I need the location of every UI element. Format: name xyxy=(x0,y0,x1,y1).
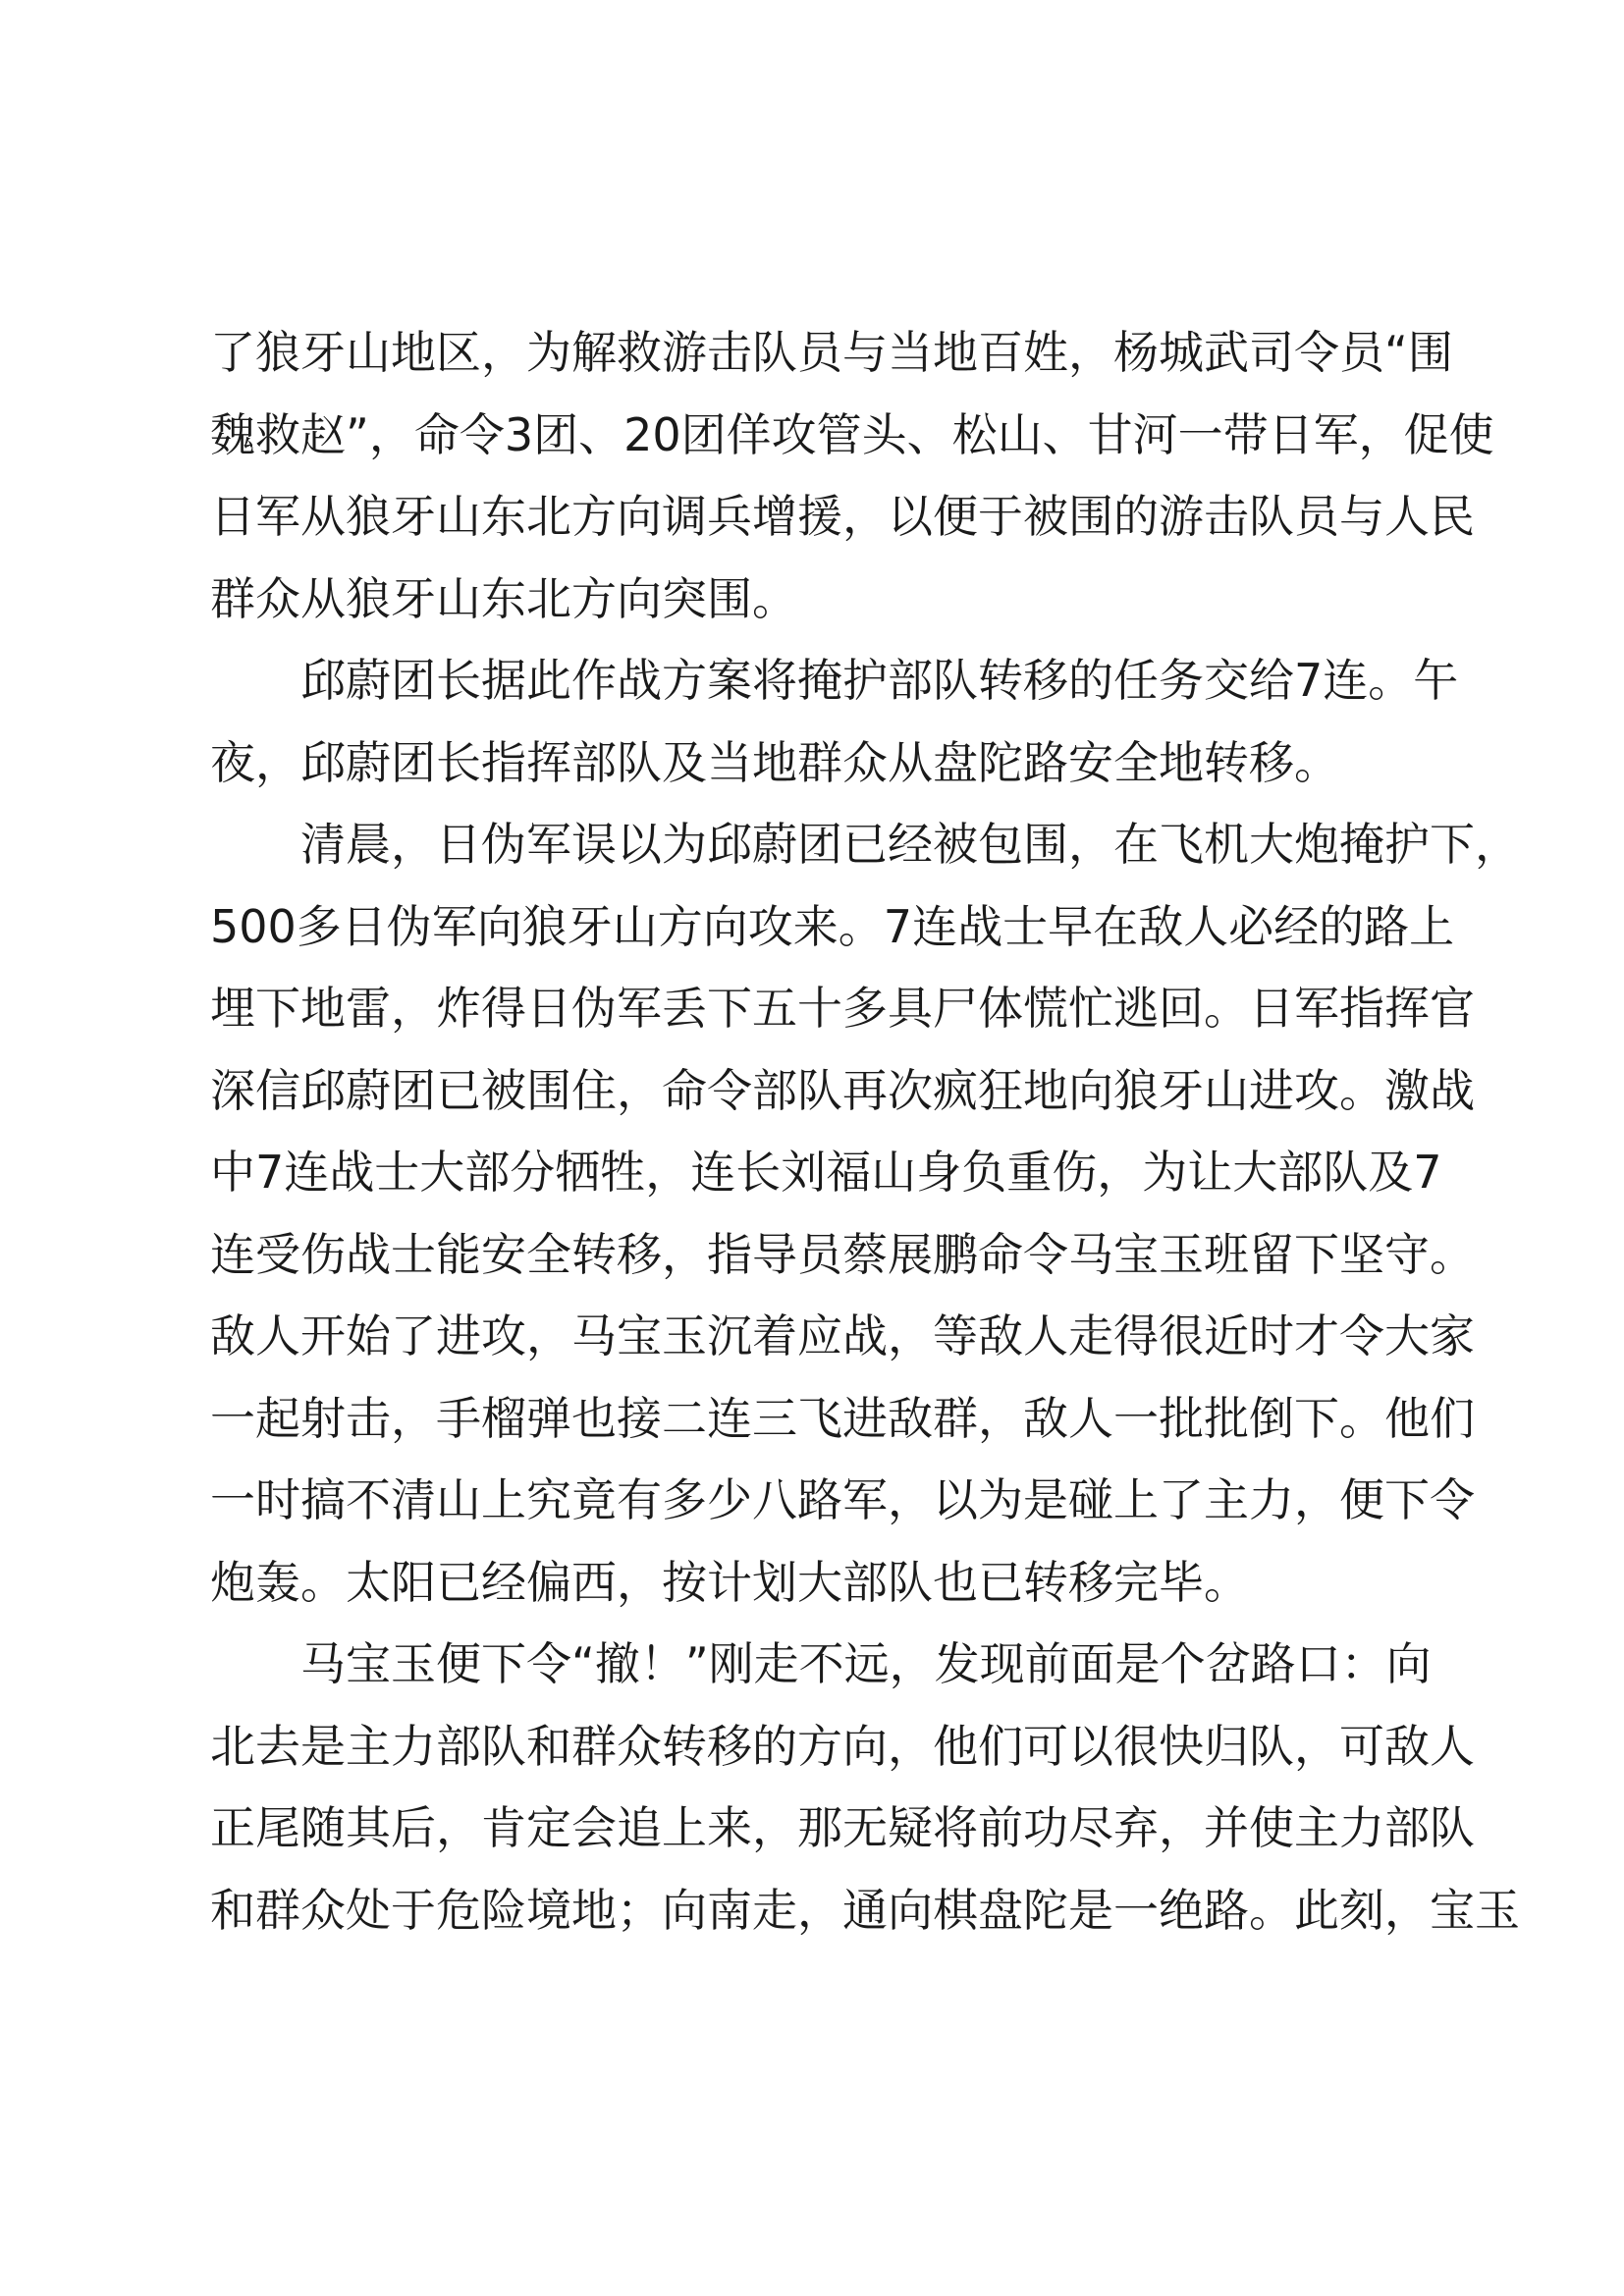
text-line: 敌人开始了进攻，马宝玉沉着应战，等敌人走得很近时才令大家 xyxy=(210,1309,1475,1362)
paragraph-end-line: 夜，邱蔚团长指挥部队及当地群众从盘陀路安全地转移。 xyxy=(210,735,1339,789)
body-text xyxy=(210,312,1520,1951)
text-line: 日军从狼牙山东北方向调兵增援，以便于被围的游击队员与人民 xyxy=(210,490,1475,543)
text-line: 中7连战士大部分牺牲，连长刘福山身负重伤，为让大部队及7 xyxy=(210,1146,1442,1199)
text-line: 连受伤战士能安全转移，指导员蔡展鹏命令马宝玉班留下坚守。 xyxy=(210,1227,1475,1281)
text-line: 一起射击，手榴弹也接二连三飞进敌群，敌人一批批倒下。他们 xyxy=(210,1391,1475,1445)
paragraph-end-line: 群众从狼牙山东北方向突围。 xyxy=(210,571,797,625)
text-line: 500多日伪军向狼牙山方向攻来。7连战士早在敌人必经的路上 xyxy=(210,899,1455,953)
paragraph-start-line: 邱蔚团长据此作战方案将掩护部队转移的任务交给7连。午 xyxy=(300,654,1459,707)
paragraph-start-line: 清晨，日伪军误以为邱蔚团已经被包围，在飞机大炮掩护下， xyxy=(300,818,1520,871)
text-line: 正尾随其后，肯定会追上来，那无疑将前功尽弃，并使主力部队 xyxy=(210,1801,1475,1854)
paragraph-end-line: 炮轰。太阳已经偏西，按计划大部队也已转移完毕。 xyxy=(210,1555,1249,1609)
text-line: 深信邱蔚团已被围住，命令部队再次疯狂地向狼牙山进攻。激战 xyxy=(210,1063,1475,1117)
text-line: 魏救赵”，命令3团、20团佯攻管头、松山、甘河一带日军，促使 xyxy=(210,407,1494,461)
text-line: 北去是主力部队和群众转移的方向，他们可以很快归队，可敌人 xyxy=(210,1719,1475,1773)
text-line: 和群众处于危险境地；向南走，通向棋盘陀是一绝路。此刻，宝玉 xyxy=(210,1883,1520,1937)
text-line: 一时搞不清山上究竟有多少八路军，以为是碰上了主力，便下令 xyxy=(210,1473,1475,1526)
text-line: 埋下地雷，炸得日伪军丢下五十多具尸体慌忙逃回。日军指挥官 xyxy=(210,982,1475,1035)
text-line: 了狼牙山地区，为解救游击队员与当地百姓，杨城武司令员“围 xyxy=(210,326,1453,379)
paragraph-start-line: 马宝玉便下令“撤！”刚走不远，发现前面是个岔路口：向 xyxy=(300,1637,1432,1690)
